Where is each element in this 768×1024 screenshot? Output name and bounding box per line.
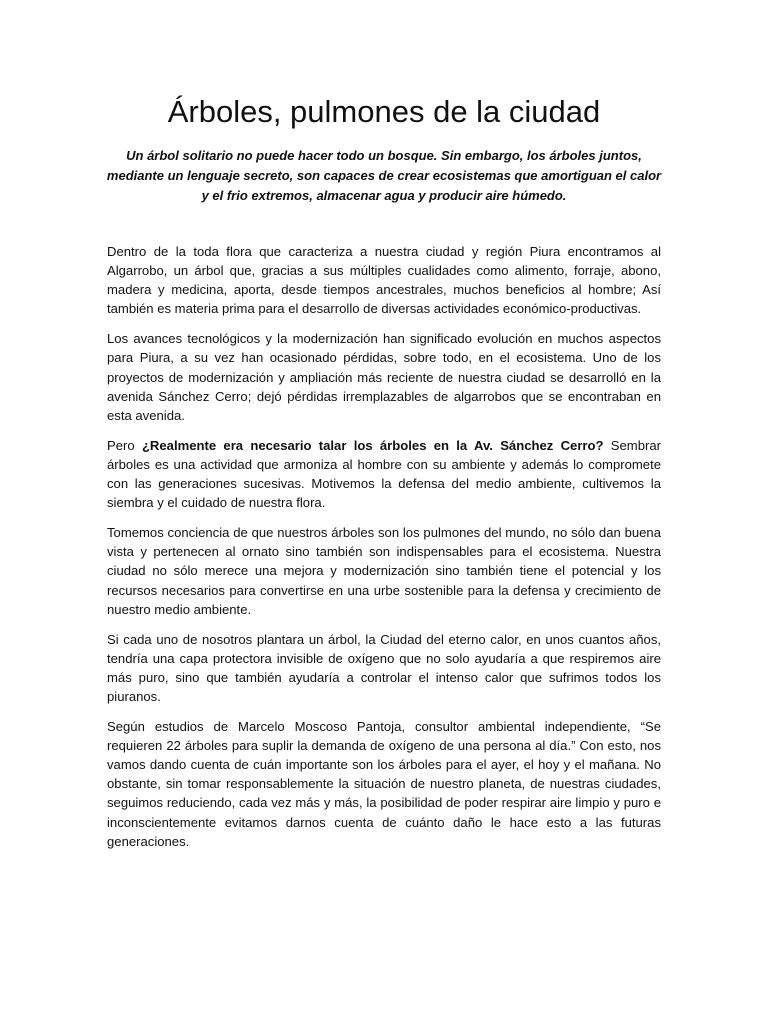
paragraph-3-intro: Pero	[107, 437, 142, 453]
paragraph-5: Si cada uno de nosotros plantara un árbol, la Ciudad del eterno calor, en unos cuantos años, tendría una capa protectora invisible de oxígeno que no solo ayudaría a que respiremos aire más puro, sino que también ayudaría a controlar el intenso calor que sufrimos todos los piuranos.	[107, 631, 661, 704]
paragraph-3-text: Sembrar árboles es una actividad que armoniza al hombre con su ambiente y además lo compromete con las generaciones sucesivas. Motivemos la defensa del medio ambiente, cultivemos la siembra y el cuidado de nuestra flora.	[107, 437, 661, 511]
paragraph-1: Dentro de la toda flora que caracteriza a nuestra ciudad y región Piura encontramos al Algarrobo, un árbol que, gracias a sus múltiples cualidades como alimento, forraje, abono, madera y medicina, aporta, desde tiempos ancestrales, muchos beneficios al hombre; Así también es materia prima para el desarrollo de diversas actividades económico-productivas.	[107, 244, 661, 317]
lead-paragraph: Un árbol solitario no puede hacer todo un bosque. Sin embargo, los árboles juntos, mediante un lenguaje secreto, son capaces de crear ecosistemas que amortiguan el calor y el frio extremos, almacenar agua y producir aire húmedo.	[106, 148, 662, 203]
paragraph-2: Los avances tecnológicos y la modernización han significado evolución en muchos aspectos para Piura, a su vez han ocasionado pérdidas, sobre todo, en el ecosistema. Uno de los proyectos de modernización y ampliación más reciente de nuestra ciudad se desarrolló en la avenida Sánchez Cerro; dejó pérdidas irremplazables de algarrobos que se encontraban en esta avenida.	[107, 331, 661, 423]
article-body	[107, 242, 661, 862]
page-title: Árboles, pulmones de la ciudad	[167, 94, 601, 129]
paragraph-3	[107, 436, 661, 512]
paragraph-6: Según estudios de Marcelo Moscoso Pantoja, consultor ambiental independiente, “Se requieren 22 árboles para suplir la demanda de oxígeno de una persona al día.” Con esto, nos vamos dando cuenta de cuán importante son los árboles para el ayer, el hoy y el mañana. No obstante, sin tomar responsablemente la situación de nuestro planeta, de nuestras ciudades, seguimos reduciendo, cada vez más y más, la posibilidad de poder respirar aire limpio y puro e inconscientemente evitamos darnos cuenta de cuánto daño le hace esto a las futuras generaciones.	[107, 719, 661, 849]
paragraph-4: Tomemos conciencia de que nuestros árboles son los pulmones del mundo, no sólo dan buena vista y pertenecen al ornato sino también son indispensables para el ecosistema. Nuestra ciudad no sólo merece una mejora y modernización sino también tiene el potencial y los recursos necesarios para convertirse en una urbe sostenible para la defensa y crecimiento de nuestro medio ambiente.	[107, 525, 661, 617]
highlighted-question: ¿Realmente era necesario talar los árboles en la Av. Sánchez Cerro?	[141, 437, 604, 453]
